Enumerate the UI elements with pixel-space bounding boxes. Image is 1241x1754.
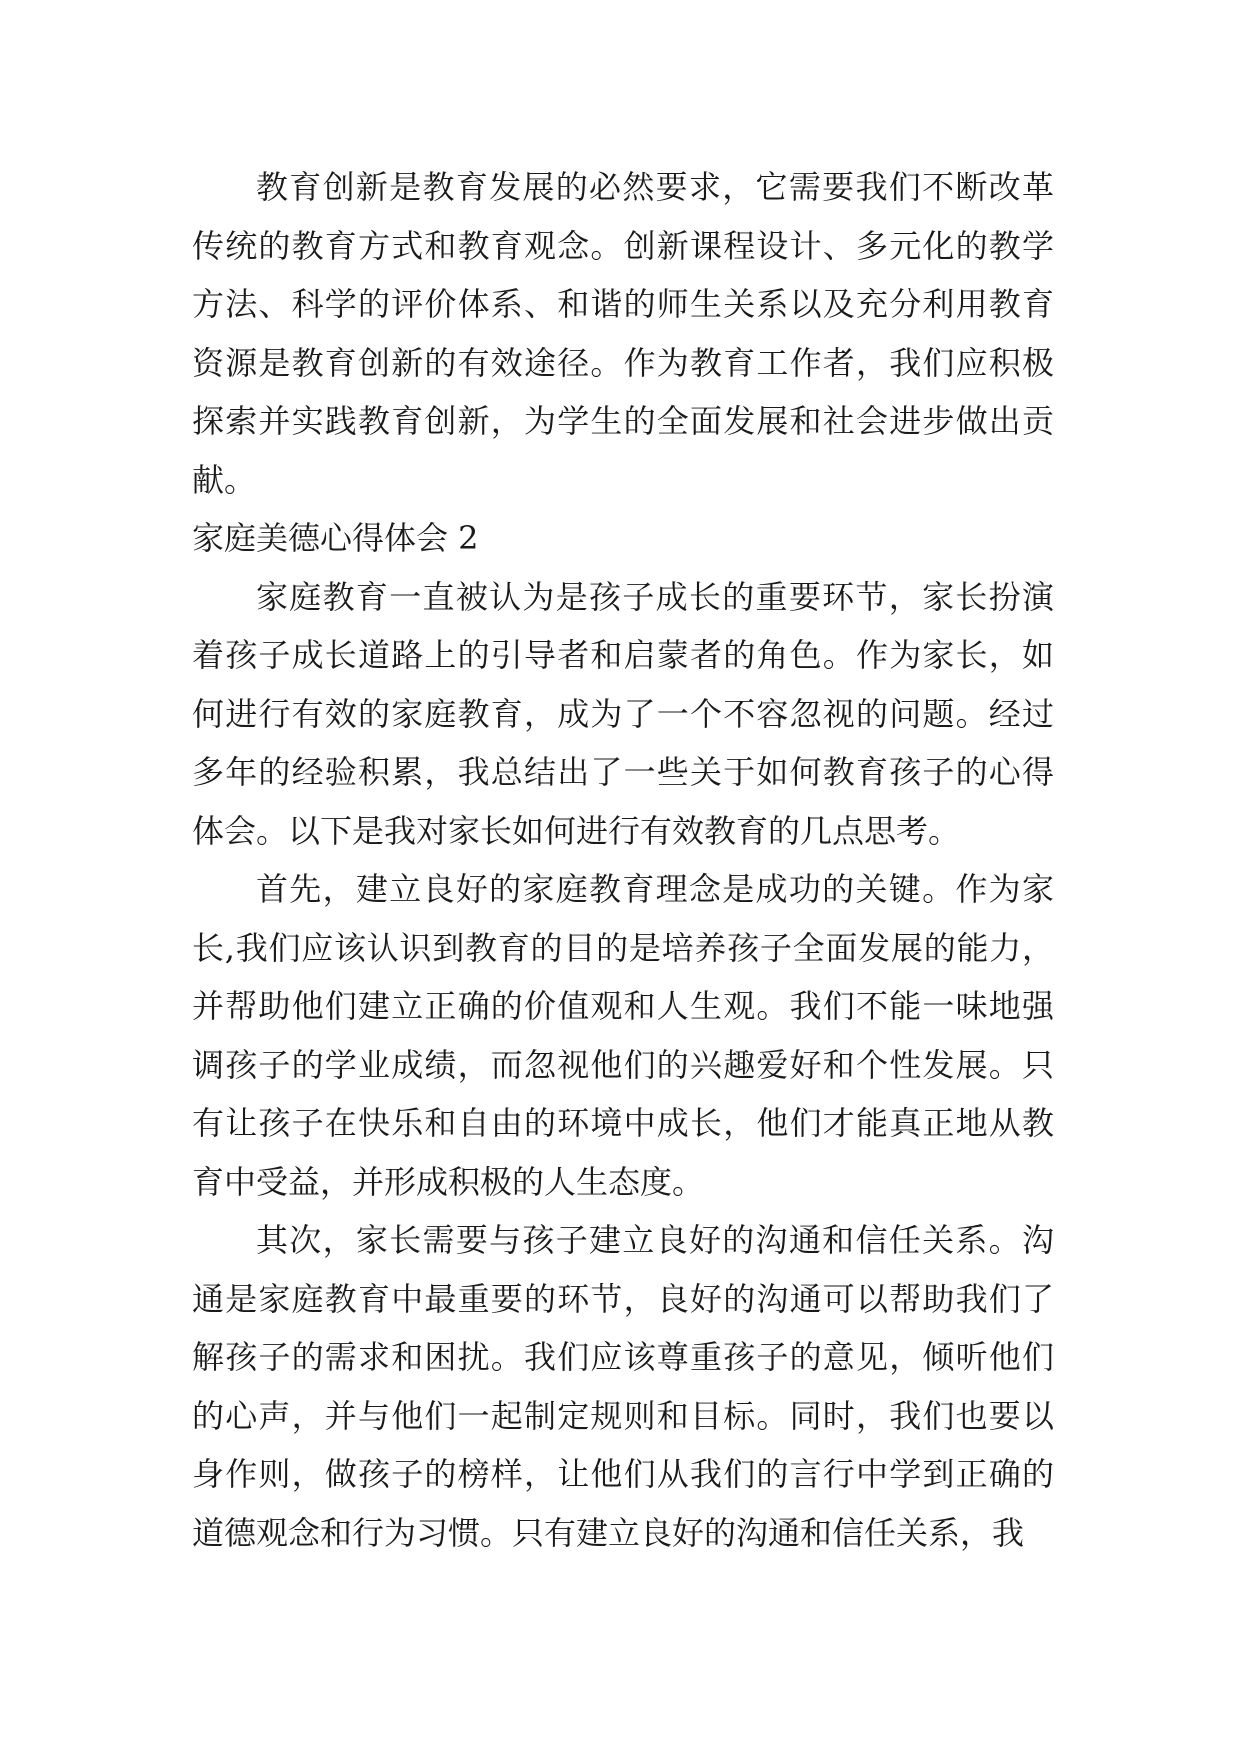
paragraph-family-education-intro: 家庭教育一直被认为是孩子成长的重要环节，家长扮演着孩子成长道路上的引导者和启蒙者的角色。作为家长，如何进行有效的家庭教育，成为了一个不容忽视的问题。经过多年的经验积累，我总结出了一些关于如何教育孩子的心得体会。以下是我对家长如何进行有效教育的几点思考。 bbox=[192, 577, 1054, 850]
paragraph-first-point: 首先，建立良好的家庭教育理念是成功的关键。作为家长,我们应该认识到教育的目的是培养孩子全面发展的能力，并帮助他们建立正确的价值观和人生观。我们不能一味地强调孩子的学业成绩，而忽视他们的兴趣爱好和个性发展。只有让孩子在快乐和自由的环境中成长，他们才能真正地从教育中受益，并形成积极的人生态度。 bbox=[192, 870, 1054, 1201]
paragraph-second-point: 其次，家长需要与孩子建立良好的沟通和信任关系。沟通是家庭教育中最重要的环节，良好的沟通可以帮助我们了解孩子的需求和困扰。我们应该尊重孩子的意见，倾听他们的心声，并与他们一起制定规则和目标。同时，我们也要以身作则，做孩子的榜样，让他们从我们的言行中学到正确的道德观念和行为习惯。只有建立良好的沟通和信任关系，我 bbox=[192, 1221, 1054, 1552]
document-body bbox=[192, 158, 1054, 1562]
paragraph-education-innovation: 教育创新是教育发展的必然要求，它需要我们不断改革传统的教育方式和教育观念。创新课程设计、多元化的教学方法、科学的评价体系、和谐的师生关系以及充分利用教育资源是教育创新的有效途径。作为教育工作者，我们应积极探索并实践教育创新，为学生的全面发展和社会进步做出贡献。 bbox=[192, 168, 1054, 499]
section-heading: 家庭美德心得体会 2 bbox=[192, 519, 479, 557]
